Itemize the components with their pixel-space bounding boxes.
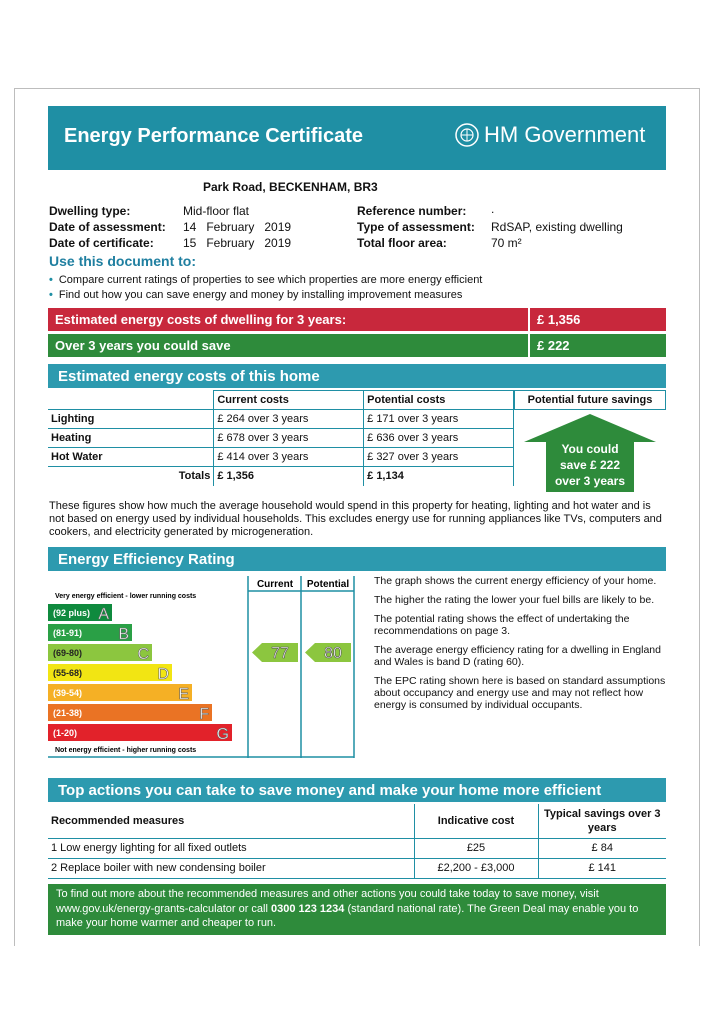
measures-header: Recommended measures xyxy=(48,804,414,838)
footer-info: To find out more about the recommended measures and other actions you could take today to save money, visit www.gov.uk/energy-grants-calculator or call 0300 123 1234 (standard national rate). The Green Deal may enable you to make your home warmer and cheaper to run. xyxy=(48,884,666,935)
potential-cost: £ 171 over 3 years xyxy=(364,410,514,429)
use-heading: Use this document to: xyxy=(49,253,197,269)
current-costs-header: Current costs xyxy=(214,391,364,410)
reference-label: Reference number: xyxy=(357,204,467,218)
cost-header: Indicative cost xyxy=(414,804,538,838)
current-cost: £ 678 over 3 years xyxy=(214,429,364,448)
typical-saving: £ 84 xyxy=(538,838,666,858)
band-range-label: (69-80) xyxy=(53,648,83,658)
eer-text-paragraph: The higher the rating the lower your fuel bills are likely to be. xyxy=(374,594,655,606)
dwelling-type-value: Mid-floor flat xyxy=(183,204,250,218)
savings-header: Typical savings over 3 years xyxy=(538,804,666,838)
potential-cost: £ 636 over 3 years xyxy=(364,429,514,448)
hm-government-logo xyxy=(454,122,645,148)
rating-bands xyxy=(48,604,232,743)
potential-cost: £ 327 over 3 years xyxy=(364,448,514,467)
bullet-icon: • xyxy=(49,289,53,301)
band-range-label: (39-54) xyxy=(53,688,83,698)
costs-section-title: Estimated energy costs of this home xyxy=(48,364,666,388)
table-row xyxy=(48,858,666,878)
totals-row xyxy=(48,467,514,486)
save-summary-value: £ 222 xyxy=(530,334,666,357)
floor-area-value: 70 m² xyxy=(491,236,522,250)
assessment-date-value: 14 February 2019 xyxy=(183,220,292,234)
property-address: Park Road, BECKENHAM, BR3 xyxy=(203,180,378,194)
future-savings-header: Potential future savings xyxy=(514,390,666,410)
costs-summary-value: £ 1,356 xyxy=(530,308,666,331)
costs-summary-label: Estimated energy costs of dwelling for 3 years: xyxy=(48,308,528,331)
reference-value: . xyxy=(491,202,495,216)
current-cost: £ 264 over 3 years xyxy=(214,410,364,429)
typical-saving: £ 141 xyxy=(538,858,666,878)
band-letter: B xyxy=(118,626,129,643)
row-label: Hot Water xyxy=(48,448,214,467)
use-bullet: • Compare current ratings of properties to see which properties are more energy efficient xyxy=(49,274,483,286)
certificate-date-value: 15 February 2019 xyxy=(183,236,292,250)
indicative-cost: £2,200 - £3,000 xyxy=(414,858,538,878)
band-letter: D xyxy=(157,666,169,683)
costs-table xyxy=(48,390,514,486)
current-cost: £ 414 over 3 years xyxy=(214,448,364,467)
band-range-label: (21-38) xyxy=(53,708,83,718)
save-summary-label: Over 3 years you could save xyxy=(48,334,528,357)
total-potential: £ 1,134 xyxy=(364,467,514,486)
eer-chart xyxy=(48,576,356,758)
table-row xyxy=(48,391,514,410)
band-range-label: (92 plus) xyxy=(53,608,91,618)
eer-bottom-note: Not energy efficient - higher running costs xyxy=(55,747,197,754)
table-row xyxy=(48,804,666,838)
crest-icon xyxy=(454,122,480,148)
eer-text-paragraph: The potential rating shows the effect of undertaking the recommendations on page 3. xyxy=(374,613,630,637)
table-row xyxy=(48,410,514,429)
band-range-label: (55-68) xyxy=(53,668,83,678)
costs-note: These figures show how much the average household would spend in this property for heating, lighting and hot water and is not based on energy used by individual households. This excludes energy use for running appliances like TVs, computers and cookers, and electricity generated by microgeneration. xyxy=(49,500,662,538)
band-letter: F xyxy=(199,706,209,723)
band-letter: A xyxy=(98,606,109,623)
band-letter: E xyxy=(178,686,189,703)
indicative-cost: £25 xyxy=(414,838,538,858)
current-column-header: Current xyxy=(256,579,294,590)
floor-area-label: Total floor area: xyxy=(357,236,447,250)
band-range-label: (81-91) xyxy=(53,628,83,638)
actions-table xyxy=(48,804,666,879)
bullet-icon: • xyxy=(49,274,53,286)
page-title: Energy Performance Certificate xyxy=(64,125,364,147)
actions-section-title: Top actions you can take to save money and make your home more efficient xyxy=(48,778,666,802)
table-row xyxy=(48,448,514,467)
current-rating-value: 77 xyxy=(271,645,289,662)
assessment-type-label: Type of assessment: xyxy=(357,220,475,234)
certificate-date-label: Date of certificate: xyxy=(49,236,154,250)
band-letter: C xyxy=(137,646,149,663)
use-bullet: • Find out how you can save energy and money by installing improvement measures xyxy=(49,289,463,301)
potential-rating-value: 80 xyxy=(324,645,342,662)
eer-text-paragraph: The graph shows the current energy efficiency of your home. xyxy=(374,575,657,587)
phone-number: 0300 123 1234 xyxy=(271,902,345,915)
eer-explanation xyxy=(374,575,668,718)
measure: 2 Replace boiler with new condensing boiler xyxy=(48,858,414,878)
band-letter: G xyxy=(216,726,229,743)
total-current: £ 1,356 xyxy=(214,467,364,486)
savings-arrow-text: You could save £ 222 over 3 years xyxy=(554,442,626,488)
table-row xyxy=(48,429,514,448)
row-label: Heating xyxy=(48,429,214,448)
band-range-label: (1-20) xyxy=(53,728,78,738)
eer-section-title: Energy Efficiency Rating xyxy=(48,547,666,571)
totals-label: Totals xyxy=(178,470,211,483)
dwelling-type-label: Dwelling type: xyxy=(49,204,131,218)
eer-text-paragraph: The EPC rating shown here is based on standard assumptions about occupancy and energy use and may not reflect how energy is consumed by individual occupants. xyxy=(374,675,666,711)
table-row xyxy=(48,838,666,858)
brand-text: HM Government xyxy=(484,122,646,147)
eer-text-paragraph: The average energy efficiency rating for a dwelling in England and Wales is band D (rating 60). xyxy=(374,644,661,668)
potential-column-header: Potential xyxy=(306,579,350,590)
assessment-type-value: RdSAP, existing dwelling xyxy=(491,220,623,234)
measure: 1 Low energy lighting for all fixed outlets xyxy=(48,838,414,858)
eer-top-note: Very energy efficient - lower running costs xyxy=(55,593,197,600)
assessment-date-label: Date of assessment: xyxy=(49,220,166,234)
potential-costs-header: Potential costs xyxy=(364,391,514,410)
row-label: Lighting xyxy=(48,410,214,429)
